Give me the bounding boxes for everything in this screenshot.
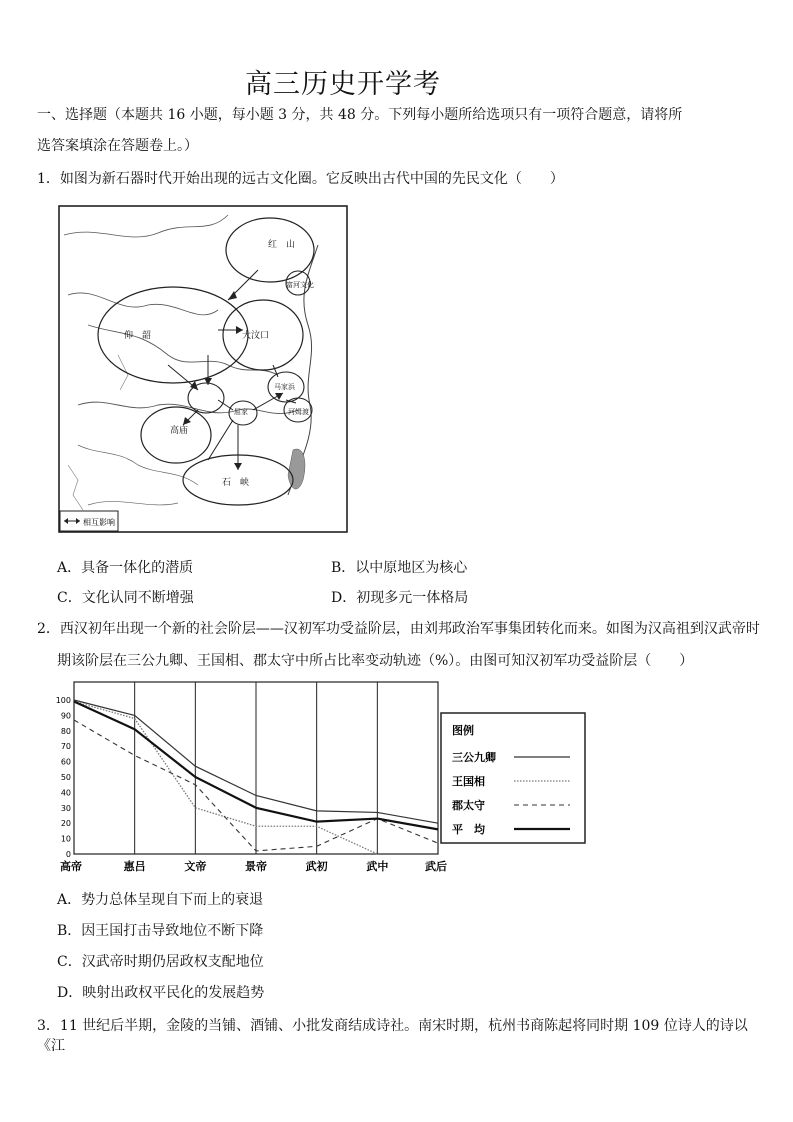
q2-option-d: D．映射出政权平民化的发展趋势 (57, 985, 265, 1001)
section-line-1: 一、选择题（本题共 16 小题，每小题 3 分，共 48 分。下列每小题所给选项只有一项符合题意，请将所 (37, 107, 683, 123)
label-dawenkou: 大汶口 (242, 331, 270, 341)
q1-option-a: A．具备一体化的潜质 (57, 560, 194, 576)
y-tick-label: 50 (60, 773, 71, 782)
section-line-2: 选答案填涂在答题卷上。） (37, 138, 198, 154)
x-tick-label: 高帝 (60, 860, 82, 873)
y-tick-label: 90 (60, 711, 71, 721)
x-tick-label: 景帝 (245, 860, 267, 873)
x-tick-label: 武初 (305, 860, 328, 873)
q2-stem-line-1: 2．西汉初年出现一个新的社会阶层——汉初军功受益阶层，由刘邦政治军事集团转化而来。如图为汉高祖到汉武帝时 (37, 621, 760, 637)
y-tick-label: 30 (60, 803, 71, 813)
legend-label: 郡太守 (452, 799, 485, 812)
section-instructions (37, 100, 759, 162)
legend-label: 王国相 (452, 775, 485, 788)
q3-stem: 3．11 世纪后半期，金陵的当铺、酒铺、小批发商结成诗社。南宋时期，杭州书商陈起将同时期 109 位诗人的诗以《江 (37, 1018, 748, 1054)
label-yangshao: 仰 韶 (124, 331, 152, 341)
x-tick-label: 武后 (425, 860, 447, 873)
y-tick-label: 70 (60, 742, 71, 752)
q2-option-c: C．汉武帝时期仍居政权支配地位 (57, 954, 264, 970)
neolithic-culture-map (58, 205, 348, 533)
q1-stem: 1．如图为新石器时代开始出现的远古文化圈。它反映出古代中国的先民文化（ ） (37, 171, 564, 187)
page-title: 高三历史开学考 (245, 69, 441, 100)
label-gaomiao: 高庙 (170, 426, 189, 436)
label-shixia: 石 峡 (222, 478, 250, 488)
military-merit-ratio-chart (55, 678, 448, 878)
chart-legend (440, 712, 586, 844)
x-tick-label: 惠吕 (123, 860, 146, 873)
q1-option-d: D．初现多元一体格局 (331, 590, 469, 606)
y-tick-label: 40 (60, 788, 71, 798)
legend-title: 图例 (452, 724, 474, 737)
label-qujialing: 屈家 (234, 408, 248, 416)
x-tick-label: 文帝 (184, 860, 207, 873)
q1-option-c: C．文化认同不断增强 (57, 590, 194, 606)
y-tick-label: 10 (60, 834, 71, 844)
q1-option-b: B．以中原地区为核心 (331, 560, 468, 576)
label-hemudu: 河姆渡 (288, 408, 309, 416)
q2-option-b: B．因王国打击导致地位不断下降 (57, 923, 264, 939)
y-tick-label: 60 (60, 757, 71, 767)
y-tick-label: 0 (65, 850, 71, 859)
q2-option-a: A．势力总体呈现自下而上的衰退 (57, 892, 264, 908)
y-tick-label: 80 (60, 726, 71, 736)
q2-stem-line-2: 期该阶层在三公九卿、王国相、郡太守中所占比率变动轨迹（%）。由图可知汉初军功受益阶层（ ） (57, 653, 694, 669)
label-fuhe: 富河文化 (286, 281, 314, 289)
y-tick-label: 100 (55, 696, 71, 705)
label-majiabang: 马家浜 (274, 383, 295, 391)
map-legend-label: 相互影响 (83, 518, 115, 527)
legend-label: 平 均 (452, 823, 485, 836)
y-tick-label: 20 (60, 819, 71, 829)
x-tick-label: 武中 (366, 860, 389, 873)
legend-label: 三公九卿 (452, 751, 496, 764)
label-hongshan: 红 山 (268, 240, 296, 250)
